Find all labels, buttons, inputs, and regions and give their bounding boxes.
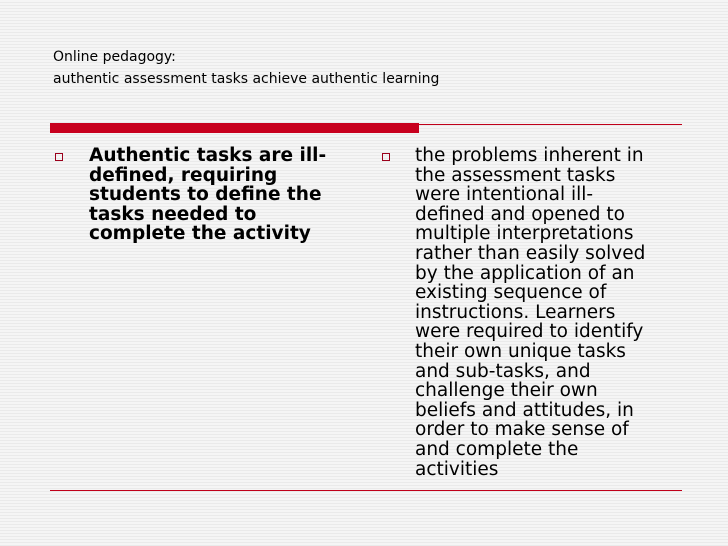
title-line-1: Online pedagogy:	[53, 49, 176, 65]
hollow-square-bullet-icon	[382, 153, 390, 161]
bottom-divider-line	[50, 490, 682, 491]
left-column	[55, 146, 355, 244]
bullet-text-right: the problems inherent in the assessment tasks were intentional ill- defined and opened to multiple interpretations rather than easily solved by the application of an existing sequence of instructions. Learners were required to identify their own unique tasks and sub-tasks, and challenge their own beliefs and attitudes, in order to make sense of and complete the activities	[415, 145, 646, 480]
bullet-text-left: Authentic tasks are ill- defined, requiring students to define the tasks needed to complete the activity	[89, 145, 327, 245]
title-line-2: authentic assessment tasks achieve authentic learning	[53, 71, 440, 87]
hollow-square-bullet-icon	[55, 153, 63, 161]
slide-title	[53, 46, 693, 90]
bullet-item-right	[382, 146, 692, 479]
bullet-item-left	[55, 146, 355, 244]
accent-bar	[50, 123, 419, 133]
right-column	[382, 146, 692, 479]
